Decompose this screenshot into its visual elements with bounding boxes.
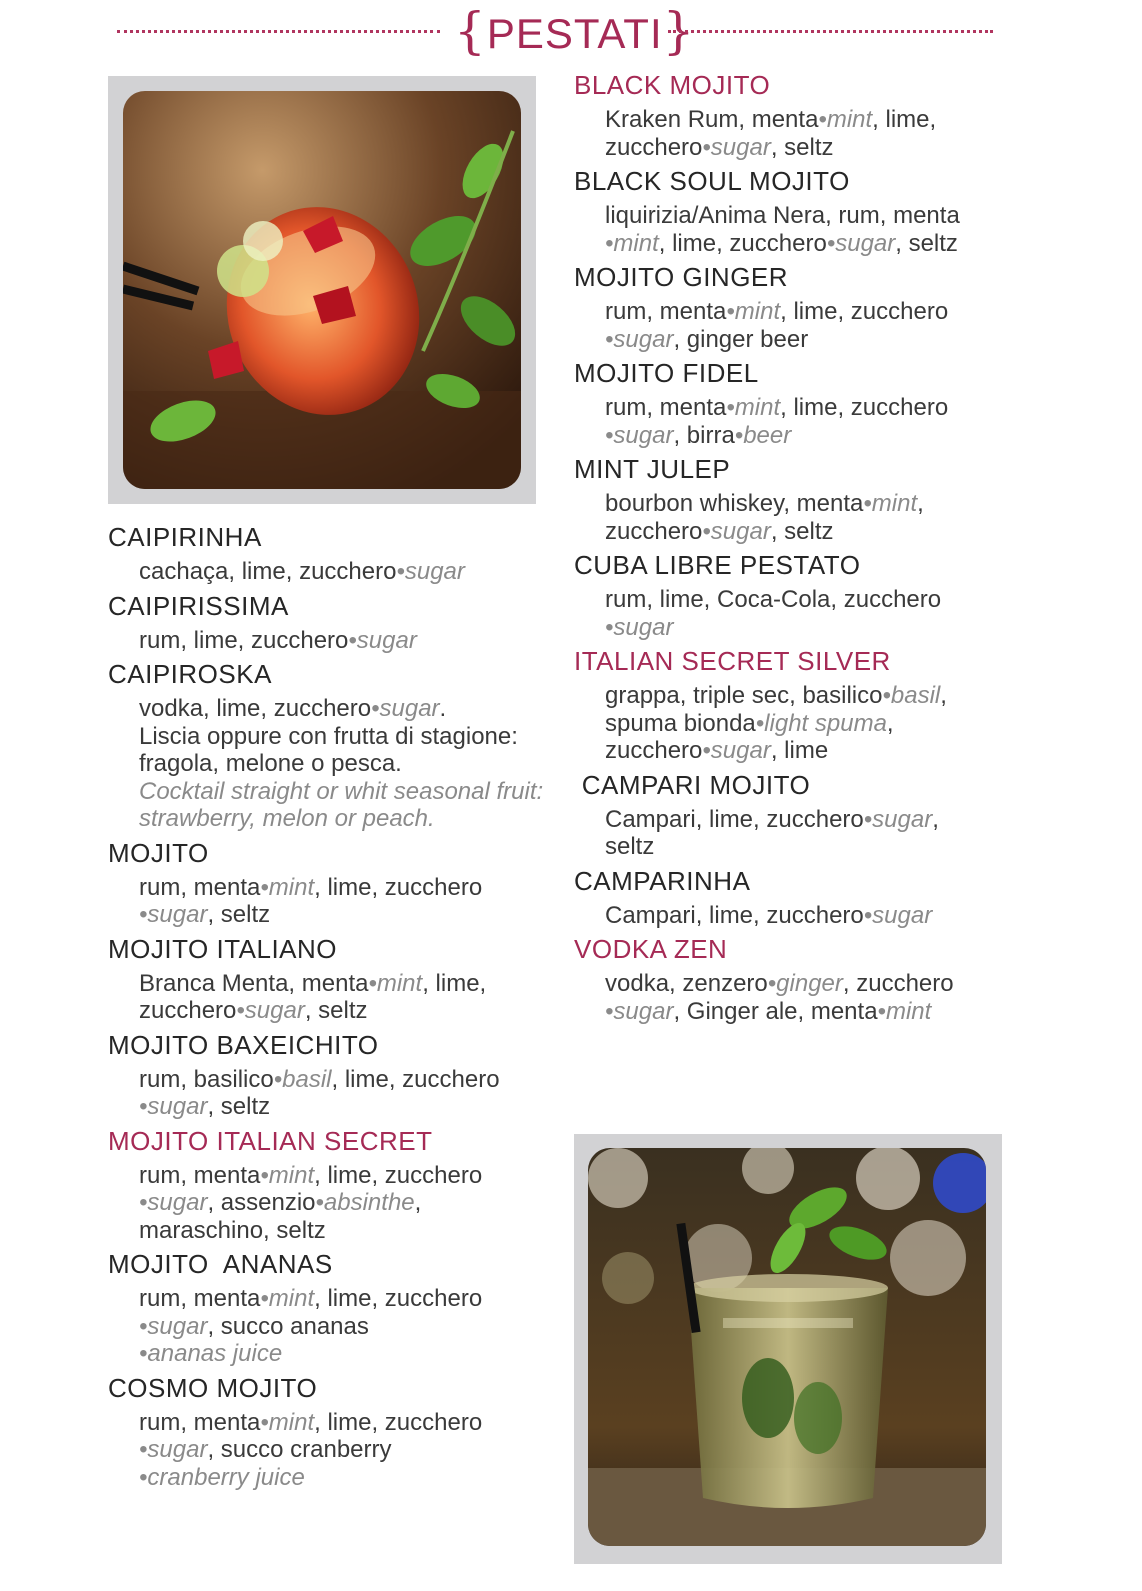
item-name: CAMPARINHA <box>574 865 751 896</box>
caipiroska-photo <box>123 91 521 489</box>
item-name: MOJITO ITALIANO <box>108 933 338 964</box>
item-ingredients: bourbon whiskey, menta•mint, zucchero•sugar, seltz <box>605 490 924 545</box>
right-menu-column <box>574 70 1014 1025</box>
item-name: CAIPIRISSIMA <box>108 590 289 621</box>
menu-item <box>574 454 1014 545</box>
item-name: MINT JULEP <box>574 454 731 484</box>
left-menu-column <box>108 522 548 1491</box>
item-ingredients: rum, basilico•basil, lime, zucchero •sugar, seltz <box>139 1065 500 1120</box>
menu-item <box>108 591 548 655</box>
brace-open: { <box>454 2 487 60</box>
photo-frame-caipiroska <box>108 76 536 504</box>
dotted-rule-right <box>668 30 993 33</box>
menu-item <box>574 646 1014 765</box>
caipiroska-image <box>123 91 521 489</box>
item-ingredients: cachaça, lime, zucchero•sugar <box>139 558 465 585</box>
menu-item <box>574 70 1014 161</box>
menu-item <box>108 838 548 929</box>
mojito-image <box>588 1148 986 1546</box>
item-ingredients: rum, lime, zucchero•sugar <box>139 626 417 654</box>
menu-item <box>574 770 1014 861</box>
menu-item <box>574 358 1014 449</box>
menu-item <box>108 1249 548 1368</box>
menu-item <box>574 866 1014 930</box>
title-text: PESTATI <box>486 10 663 57</box>
item-name: CUBA LIBRE PESTATO <box>574 550 861 580</box>
item-ingredients: grappa, triple sec, basilico•basil, spuma bionda•light spuma, zucchero•sugar, lime <box>605 682 947 764</box>
item-name: MOJITO ANANAS <box>108 1249 333 1279</box>
menu-item <box>574 934 1014 1025</box>
item-name: MOJITO GINGER <box>574 262 789 292</box>
section-header <box>0 0 1142 66</box>
item-name: MOJITO BAXEICHITO <box>108 1029 379 1060</box>
item-ingredients: rum, menta•mint, lime, zucchero •sugar, succo cranberry •cranberry juice <box>139 1408 483 1491</box>
menu-item <box>108 1373 548 1492</box>
item-name: COSMO MOJITO <box>108 1372 318 1403</box>
item-name: MOJITO FIDEL <box>574 358 759 388</box>
item-name: VODKA ZEN <box>574 934 728 964</box>
item-name: MOJITO <box>108 837 209 868</box>
item-name: MOJITO ITALIAN SECRET <box>108 1125 433 1156</box>
menu-item <box>574 550 1014 641</box>
menu-item <box>108 1126 548 1245</box>
item-name: ITALIAN SECRET SILVER <box>574 646 891 676</box>
menu-item <box>574 166 1014 257</box>
brace-close: } <box>662 2 696 60</box>
item-name: BLACK MOJITO <box>574 70 771 100</box>
item-ingredients: Branca Menta, menta•mint, lime, zucchero•sugar, seltz <box>139 969 487 1024</box>
item-name: BLACK SOUL MOJITO <box>574 166 850 196</box>
menu-item <box>574 262 1014 353</box>
item-ingredients: rum, menta•mint, lime, zucchero •sugar, assenzio•absinthe, maraschino, seltz <box>139 1161 483 1244</box>
item-ingredients: vodka, zenzero•ginger, zucchero •sugar, Ginger ale, menta•mint <box>605 970 954 1025</box>
section-title <box>454 0 696 65</box>
item-ingredients: Campari, lime, zucchero•sugar <box>605 901 933 929</box>
item-ingredients: Campari, lime, zucchero•sugar, seltz <box>605 805 939 860</box>
item-ingredients: vodka, lime, zucchero•sugar. Liscia oppure con frutta di stagione: fragola, melone o pesca. Cocktail straight or whit seasonal fruit: strawberry, melon or peach. <box>139 695 544 832</box>
item-name: CAIPIROSKA <box>108 659 272 689</box>
item-name: CAMPARI MOJITO <box>574 769 811 800</box>
menu-item <box>108 659 548 833</box>
item-ingredients: liquirizia/Anima Nera, rum, menta •mint, lime, zucchero•sugar, seltz <box>605 202 960 257</box>
dotted-rule-left <box>117 30 440 33</box>
mojito-photo <box>588 1148 986 1546</box>
photo-frame-mojito <box>574 1134 1002 1564</box>
menu-item <box>108 522 548 586</box>
item-ingredients: rum, menta•mint, lime, zucchero •sugar, birra•beer <box>605 394 949 449</box>
item-name: CAIPIRINHA <box>108 522 262 552</box>
item-ingredients: rum, menta•mint, lime, zucchero •sugar, succo ananas •ananas juice <box>139 1285 483 1367</box>
item-ingredients: rum, lime, Coca-Cola, zucchero •sugar <box>605 586 942 641</box>
menu-item <box>108 1030 548 1121</box>
item-ingredients: rum, menta•mint, lime, zucchero •sugar, seltz <box>139 873 483 928</box>
item-ingredients: rum, menta•mint, lime, zucchero •sugar, ginger beer <box>605 298 949 353</box>
item-ingredients: Kraken Rum, menta•mint, lime, zucchero•sugar, seltz <box>605 106 937 161</box>
menu-item <box>108 934 548 1025</box>
